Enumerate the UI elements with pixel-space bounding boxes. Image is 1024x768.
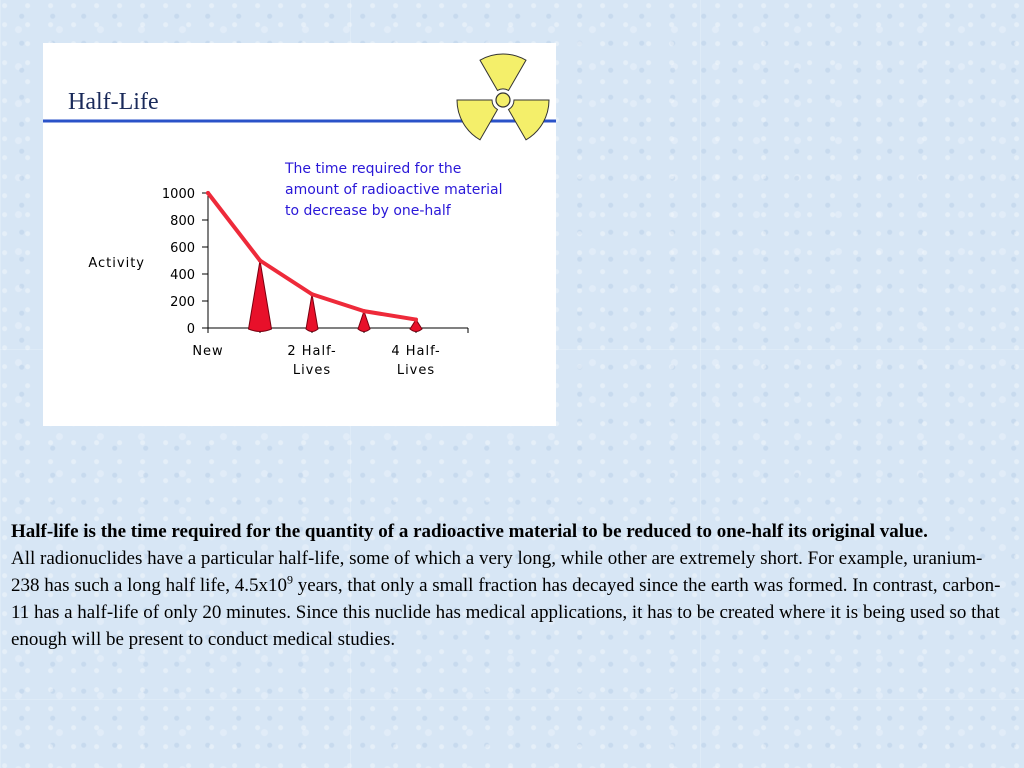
y-axis-label: Activity: [88, 256, 145, 271]
decay-marker-1: [249, 261, 272, 332]
trefoil-blade-3: [457, 100, 498, 140]
trefoil-blade-2: [509, 100, 550, 140]
x-tick-label: Lives: [292, 363, 332, 378]
definition-sentence: Half-life is the time required for the quantity of a radioactive material to be reduced to one-half its original value.: [11, 521, 928, 542]
half-life-chart: [43, 43, 556, 426]
decay-marker-3: [358, 311, 370, 331]
x-tick-label: New: [192, 344, 224, 359]
body-text-part-2: years, that only a small fraction has decayed since the earth was formed. In contrast, carbon-11 has a half-life of only 20 minutes. Since this nuclide has medical applications, it has to be created where it is being used so that enough will be present to conduct medical studies.: [11, 575, 1001, 650]
body-paragraph: [11, 545, 1001, 653]
x-tick-label: Lives: [396, 363, 436, 378]
data-point: [414, 318, 418, 322]
x-tick-label: 2 Half-: [287, 344, 337, 359]
chart-title: Half-Life: [68, 89, 159, 115]
half-life-figure: [43, 43, 556, 426]
annotation-line-1: The time required for the: [285, 161, 462, 177]
data-point: [362, 309, 366, 313]
data-point: [206, 191, 210, 195]
data-point: [258, 259, 262, 263]
chart-annotation: [284, 161, 503, 219]
decay-marker-2: [306, 294, 318, 331]
annotation-line-3: to decrease by one-half: [285, 203, 451, 219]
radiation-trefoil-icon: [457, 54, 549, 140]
annotation-line-2: amount of radioactive material: [285, 182, 503, 198]
explanation-text: [11, 518, 1001, 653]
trefoil-center: [496, 93, 510, 107]
body-text-part-1: All radionuclides have a particular half-life, some of which a very long, while other are extremely short. For example, uranium-238 has such a long half life, 4.5x10: [11, 548, 983, 596]
y-tick-label: 600: [170, 241, 195, 256]
trefoil-blade-1: [480, 54, 526, 90]
y-tick-label: 1000: [161, 187, 195, 202]
x-tick-label: 4 Half-: [391, 344, 441, 359]
y-tick-label: 400: [170, 268, 195, 283]
y-tick-label: 200: [170, 295, 195, 310]
y-tick-label: 0: [186, 322, 195, 337]
exponent: 9: [286, 572, 293, 587]
data-point: [310, 292, 314, 296]
y-tick-label: 800: [170, 214, 195, 229]
